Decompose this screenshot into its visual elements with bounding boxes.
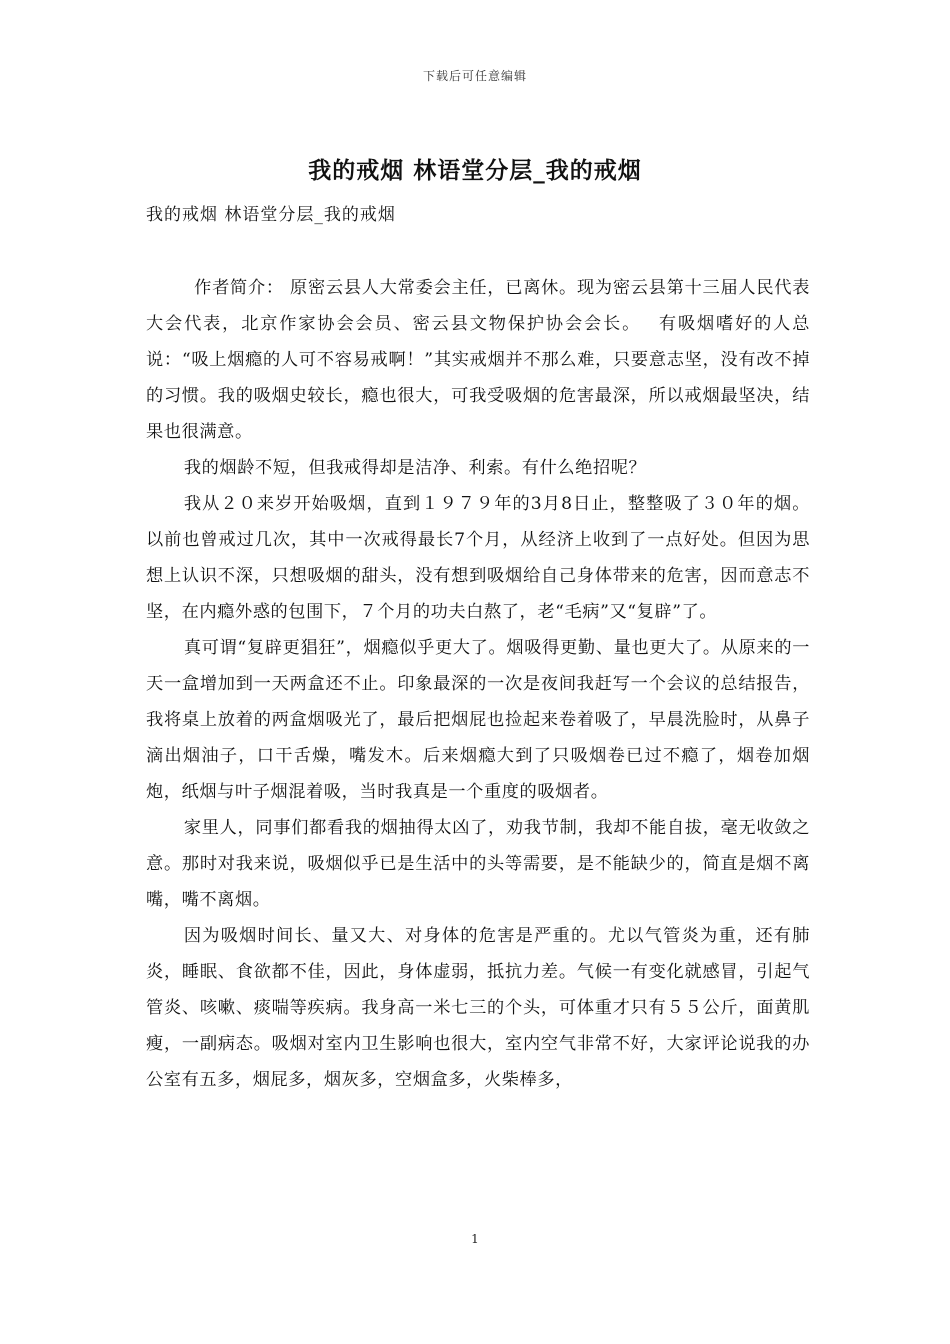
document-body: [146, 270, 810, 1098]
paragraph: 因为吸烟时间长、量又大、对身体的危害是严重的。尤以气管炎为重，还有肺炎，睡眠、食欲都不佳，因此，身体虚弱，抵抗力差。气候一有变化就感冒，引起气管炎、咳嗽、痰喘等疾病。我身高一米七三的个头，可体重才只有５５公斤，面黄肌瘦，一副病态。吸烟对室内卫生影响也很大，室内空气非常不好，大家评论说我的办公室有五多，烟屁多，烟灰多，空烟盒多，火柴棒多，: [146, 926, 810, 1090]
page-header-note: 下载后可任意编辑: [422, 69, 527, 83]
paragraph: 我的烟龄不短，但我戒得却是洁净、利索。有什么绝招呢？: [183, 458, 647, 478]
document-subtitle: 我的戒烟 林语堂分层_我的戒烟: [146, 205, 396, 225]
document-title: 我的戒烟 林语堂分层_我的戒烟: [308, 157, 642, 184]
paragraph: 家里人，同事们都看我的烟抽得太凶了，劝我节制，我却不能自拔，毫无收敛之意。那时对我来说，吸烟似乎已是生活中的头等需要，是不能缺少的，简直是烟不离嘴，嘴不离烟。: [146, 818, 810, 910]
paragraph: 我从２０来岁开始吸烟，直到１９７９年的3月8日止，整整吸了３０年的烟。以前也曾戒过几次，其中一次戒得最长7个月，从经济上收到了一点好处。但因为思想上认识不深，只想吸烟的甜头，没有想到吸烟给自己身体带来的危害，因而意志不坚，在内瘾外惑的包围下，７个月的功夫白熬了，老“毛病”又“复辟”了。: [146, 494, 810, 622]
paragraph-author-intro: 作者简介： 原密云县人大常委会主任，已离休。现为密云县第十三届人民代表大会代表，北京作家协会会员、密云县文物保护协会会长。 有吸烟嗜好的人总说：“吸上烟瘾的人可不容易戒啊！”其实戒烟并不那么难，只要意志坚，没有改不掉的习惯。我的吸烟史较长，瘾也很大，可我受吸烟的危害最深，所以戒烟最坚决，结果也很满意。: [146, 278, 810, 442]
paragraph: 真可谓“复辟更猖狂”，烟瘾似乎更大了。烟吸得更勤、量也更大了。从原来的一天一盒增加到一天两盒还不止。印象最深的一次是夜间我赶写一个会议的总结报告，我将桌上放着的两盒烟吸光了，最后把烟屁也捡起来卷着吸了，早晨洗脸时，从鼻子滴出烟油子，口干舌燥，嘴发木。后来烟瘾大到了只吸烟卷已过不瘾了，烟卷加烟炮，纸烟与叶子烟混着吸，当时我真是一个重度的吸烟者。: [146, 638, 810, 802]
page-number: 1: [471, 1232, 479, 1246]
